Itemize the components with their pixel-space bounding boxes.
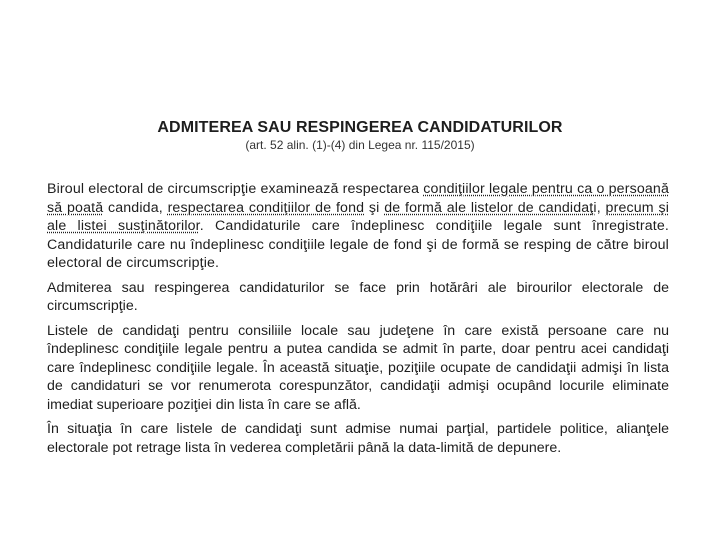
paragraph-examination bbox=[47, 180, 669, 273]
underlined-phrase: respectarea condiţiilor de fond bbox=[167, 199, 365, 216]
underlined-phrase: condiţiilor legale pentru ca o persoană să poată bbox=[47, 181, 669, 216]
text-segment: şi bbox=[364, 199, 385, 216]
legal-reference: (art. 52 alin. (1)-(4) din Legea nr. 115/2015) bbox=[245, 138, 475, 152]
paragraph-partial-admission: Listele de candidaţi pentru consiliile locale sau judeţene în care există persoane care nu îndeplinesc condiţiile legale pentru a putea candida se admit în parte, doar pentru acei candidaţi care îndeplinesc condiţiile legale. În această situaţie, poziţiile ocupate de candidaţii admişi în lista de candidaturi se vor renumerota corespunzător, candidaţii admişi ocupând locurile eliminate imediat superioare poziţiei din lista în care se află. bbox=[47, 322, 669, 413]
underlined-phrase: precum şi ale listei susţinătorilor bbox=[47, 199, 670, 234]
text-segment: , bbox=[596, 199, 606, 216]
paragraph-decisions bbox=[47, 279, 669, 316]
text-segment: ale birourilor electorale de circumscripţie. bbox=[47, 279, 669, 314]
text-segment: Admiterea sau respingerea candidaturilor se face bbox=[47, 279, 397, 296]
text-segment: Biroul electoral de circumscripţie examinează respectarea bbox=[47, 181, 424, 197]
page-title: ADMITEREA SAU RESPINGEREA CANDIDATURILOR bbox=[157, 119, 563, 136]
text-segment: candida, bbox=[103, 199, 168, 216]
underlined-phrase: de formă ale listelor de candidaţi bbox=[384, 199, 597, 216]
emphasized-phrase: prin hotărâri bbox=[396, 279, 478, 296]
body-text bbox=[47, 180, 669, 463]
text-segment: . Candidaturile care îndeplinesc condiţiile legale sunt înregistrate. Candidaturile care nu îndeplinesc condiţiile legale de fond şi de formă se resping de către biroul electoral de circumscripţie. bbox=[47, 218, 669, 271]
paragraph-list-withdrawal: În situaţia în care listele de candidaţi sunt admise numai parţial, partidele politice, alianţele electorale pot retrage lista în vederea completării până la data-limită de depunere. bbox=[47, 421, 669, 456]
